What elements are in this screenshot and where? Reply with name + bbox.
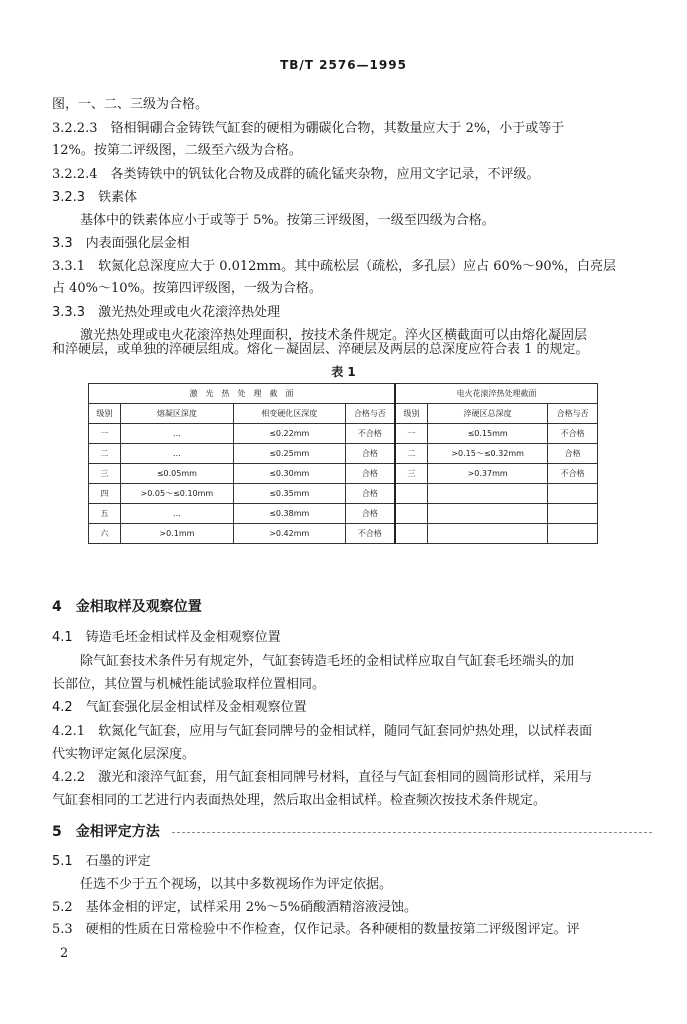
table-cell: 合格 [345,444,395,464]
text-line: 占 40%～10%。按第四评级图，一级为合格。 [52,281,322,296]
table-cell: 二 [89,444,121,464]
table-cell: ≤0.15mm [427,424,547,444]
section-heading: 4.2 气缸套强化层金相试样及金相观察位置 [52,700,307,715]
group-header-spark: 电火花滚淬热处理截面 [395,384,597,404]
table-cell: 合格 [345,504,395,524]
column-header: 相变硬化区深度 [233,404,345,424]
column-header: 熔凝区深度 [120,404,233,424]
text-line: 5.3 硬相的性质在日常检验中不作检查，仅作记录。各种硬相的数量按第二评级图评定。评 [52,922,580,937]
table-cell [395,484,427,504]
table-cell: 不合格 [548,424,598,444]
page-header: TB/T 2576—1995 [280,58,407,72]
table-cell: … [120,424,233,444]
table-cell: 二 [395,444,427,464]
table-cell: 一 [395,424,427,444]
table-cell: 三 [89,464,121,484]
text-line: 长部位，其位置与机械性能试验取样位置相同。 [52,677,326,692]
table-cell [395,504,427,524]
table-cell: 五 [89,504,121,524]
column-header: 合格与否 [345,404,395,424]
text-line: 和淬硬层，或单独的淬硬层组成。熔化－凝固层、淬硬层及两层的总深度应符合表 1 的规定。 [52,342,589,357]
table-cell [427,524,547,544]
table-cell: 六 [89,524,121,544]
table-cell [427,484,547,504]
page-number: 2 [60,946,69,961]
table-cell: 合格 [345,464,395,484]
table-cell [548,524,598,544]
table-cell: >0.42mm [233,524,345,544]
table-cell: ≤0.30mm [233,464,345,484]
column-header: 淬硬区总深度 [427,404,547,424]
table-row [89,504,598,524]
text-line: 任选不少于五个视场，以其中多数视场作为评定依据。 [80,877,393,892]
table-cell: 不合格 [548,464,598,484]
section-heading: 3.3 内表面强化层金相 [52,236,190,251]
text-line: 5.2 基体金相的评定，试样采用 2%～5%硝酸酒精溶液浸蚀。 [52,900,418,915]
table-cell [427,504,547,524]
column-header: 级别 [89,404,121,424]
table-cell: … [120,504,233,524]
table-cell: ≤0.22mm [233,424,345,444]
text-line: 3.2.2.4 各类铸铁中的钒钛化合物及成群的硫化锰夹杂物，应用文字记录，不评级。 [52,167,540,182]
table-cell: 不合格 [345,424,395,444]
table-cell: 三 [395,464,427,484]
table-row [89,484,598,504]
table-cell: 合格 [345,484,395,504]
table-cell: >0.37mm [427,464,547,484]
section-heading: 3.2.3 铁素体 [52,190,138,205]
table-cell: ≤0.35mm [233,484,345,504]
section-heading: 5.1 石墨的评定 [52,854,151,869]
text-line: 气缸套相同的工艺进行内表面热处理，然后取出金相试样。检查频次按技术条件规定。 [52,793,547,808]
table-cell: … [120,444,233,464]
table-cell: ≤0.38mm [233,504,345,524]
text-line: 4.2.1 软氮化气缸套，应用与气缸套同牌号的金相试样，随同气缸套同炉热处理，以试样表面 [52,724,593,739]
table-cell: ≤0.05mm [120,464,233,484]
table-cell [548,504,598,524]
table-row [89,424,598,444]
table-row [89,464,598,484]
text-line: 图，一、二、三级为合格。 [52,97,209,112]
table-caption: 表 1 [331,365,356,379]
table-cell: 四 [89,484,121,504]
section-heading-text: 5 金相评定方法 [52,824,160,840]
table-row [89,444,598,464]
text-line: 代实物评定氮化层深度。 [52,747,196,762]
table-cell [395,524,427,544]
table-cell: 合格 [548,444,598,464]
section-heading: 4 金相取样及观察位置 [52,599,202,615]
dashed-rule [172,832,652,833]
table-cell: >0.05～≤0.10mm [120,484,233,504]
table-cell [548,484,598,504]
table-cell: 不合格 [345,524,395,544]
column-header: 合格与否 [548,404,598,424]
table-row [89,524,598,544]
group-header-laser: 激 光 热 处 理 截 面 [89,384,396,404]
column-header: 级别 [395,404,427,424]
text-line: 3.2.2.3 铬相铜硼合金铸铁气缸套的硬相为硼碳化合物，其数量应大于 2%，小于或等于 [52,121,565,136]
text-line: 3.3.1 软氮化总深度应大于 0.012mm。其中疏松层（疏松，多孔层）应占 60%～90%，白亮层 [52,259,617,274]
table-cell: 一 [89,424,121,444]
text-line: 12%。按第二评级图，二级至六级为合格。 [52,143,302,158]
text-line: 激光热处理或电火花滚淬热处理面积，按技术条件规定。淬火区横截面可以由熔化凝固层 [80,328,588,343]
table-cell: >0.1mm [120,524,233,544]
text-line: 除气缸套技术条件另有规定外，气缸套铸造毛坯的金相试样应取自气缸套毛坯端头的加 [80,654,575,669]
table-cell: >0.15～≤0.32mm [427,444,547,464]
table-cell: ≤0.25mm [233,444,345,464]
text-line: 4.2.2 激光和滚淬气缸套，用气缸套相同牌号材料，直径与气缸套相同的圆筒形试样，采用与 [52,770,593,785]
section-heading [52,823,652,841]
table-1 [88,383,598,544]
text-line: 基体中的铁素体应小于或等于 5%。按第三评级图，一级至四级为合格。 [80,213,495,228]
section-heading: 3.3.3 激光热处理或电火花滚淬热处理 [52,305,281,320]
section-heading: 4.1 铸造毛坯金相试样及金相观察位置 [52,630,281,645]
